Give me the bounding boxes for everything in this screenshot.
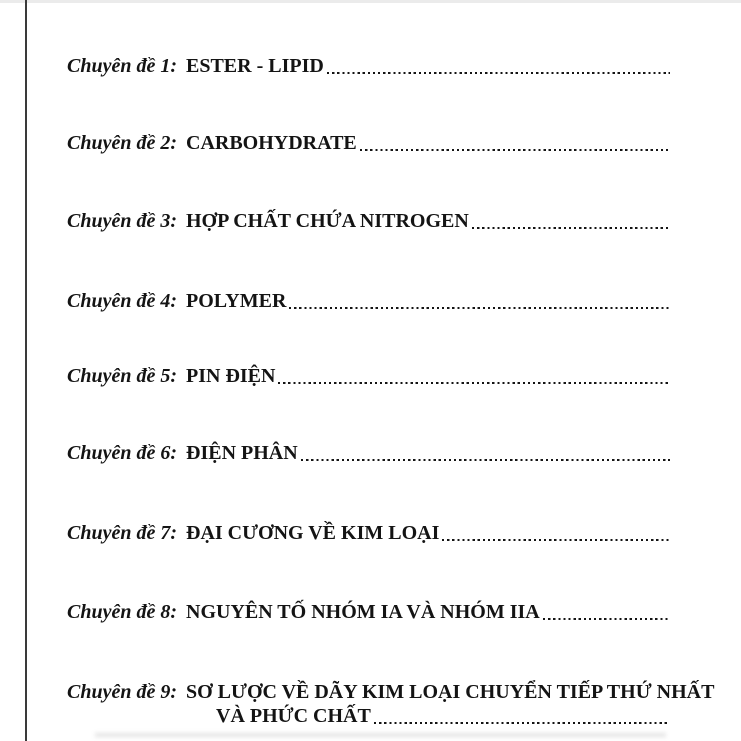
dot-leader: [278, 364, 670, 388]
toc-entry-title: NGUYÊN TỐ NHÓM IA VÀ NHÓM IIA: [186, 601, 540, 623]
toc-entry-title-line1: SƠ LƯỢC VỀ DÃY KIM LOẠI CHUYỂN TIẾP THỨ NHẤT: [186, 681, 715, 703]
dot-leader: [360, 131, 670, 155]
toc-entry-7[interactable]: [67, 521, 670, 545]
toc-entry-9[interactable]: [67, 680, 715, 728]
toc-entry-title: ESTER - LIPID: [186, 55, 324, 77]
toc-entry-4[interactable]: [67, 289, 670, 313]
toc-entry-title-block: [186, 680, 715, 728]
toc-entry-title: HỢP CHẤT CHỨA NITROGEN: [186, 210, 469, 232]
toc-entry-8[interactable]: [67, 600, 670, 624]
toc-entry-3[interactable]: [67, 209, 670, 233]
toc-entry-1[interactable]: [67, 54, 670, 78]
toc-entry-label: Chuyên đề 9:: [67, 681, 177, 703]
dot-leader: [374, 704, 670, 728]
toc-entry-label: Chuyên đề 4:: [67, 290, 177, 312]
dot-leader: [327, 54, 670, 78]
scan-artifact-smudge: [95, 733, 666, 737]
toc-entry-title-line2: VÀ PHỨC CHẤT: [216, 705, 371, 727]
toc-entry-title: PIN ĐIỆN: [186, 365, 276, 387]
toc-entry-title: ĐẠI CƯƠNG VỀ KIM LOẠI: [186, 522, 440, 544]
toc-entry-label: Chuyên đề 2:: [67, 132, 177, 154]
toc-entry-label: Chuyên đề 8:: [67, 601, 177, 623]
toc-entry-5[interactable]: [67, 364, 670, 388]
toc-entry-title-line2-row: [216, 704, 670, 728]
toc-entry-title: CARBOHYDRATE: [186, 132, 357, 154]
toc-entry-label: Chuyên đề 7:: [67, 522, 177, 544]
toc-entry-2[interactable]: [67, 131, 670, 155]
dot-leader: [472, 209, 670, 233]
page-left-border-line: [25, 0, 27, 741]
toc-entry-title: ĐIỆN PHÂN: [186, 442, 298, 464]
toc-entry-label: Chuyên đề 3:: [67, 210, 177, 232]
toc-entry-label: Chuyên đề 5:: [67, 365, 177, 387]
toc-entry-label: Chuyên đề 1:: [67, 55, 177, 77]
dot-leader: [301, 441, 670, 465]
toc-entry-6[interactable]: [67, 441, 670, 465]
toc-entry-title: POLYMER: [186, 290, 287, 312]
dot-leader: [442, 521, 670, 545]
page-top-edge: [0, 0, 741, 3]
dot-leader: [289, 289, 670, 313]
dot-leader: [543, 600, 670, 624]
toc-entry-label: Chuyên đề 6:: [67, 442, 177, 464]
